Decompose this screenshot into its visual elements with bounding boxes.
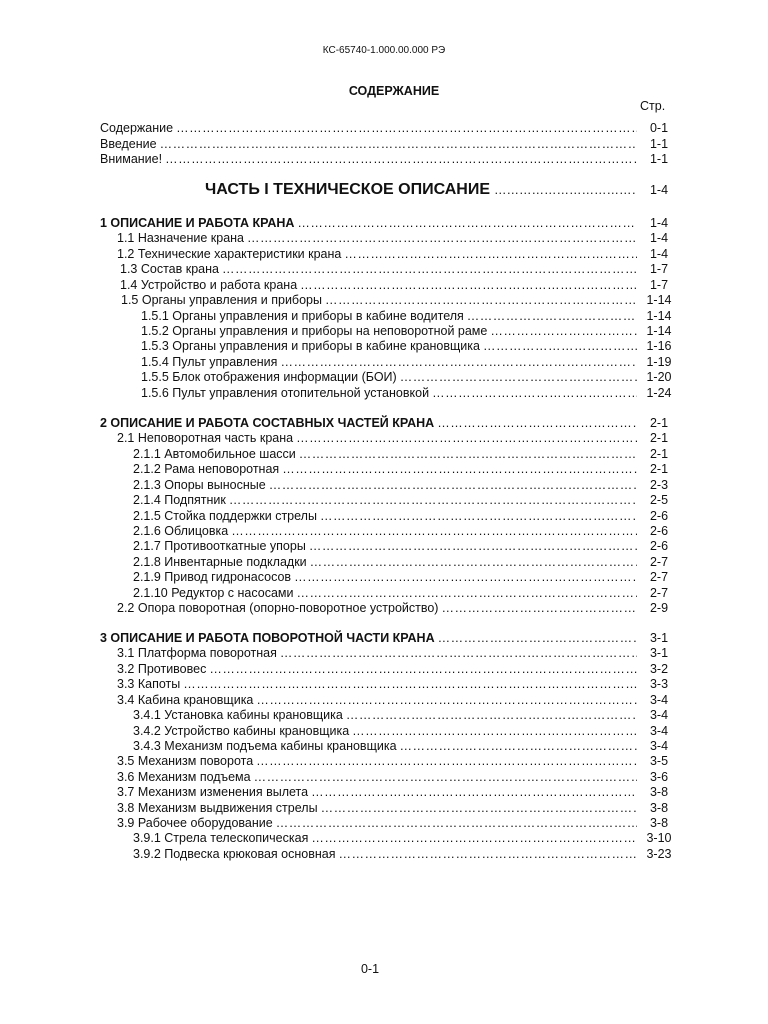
toc-entry-title: 3.4 Кабина крановщика xyxy=(117,692,254,707)
dot-leader xyxy=(321,801,637,816)
dot-leader xyxy=(311,785,637,800)
toc-entry xyxy=(141,309,637,324)
dot-leader xyxy=(209,662,637,677)
toc-section-heading-page: 1-4 xyxy=(649,216,669,230)
dot-leader xyxy=(325,293,637,308)
toc-entry-page: 3-2 xyxy=(649,661,669,676)
toc-intro-entry xyxy=(100,152,637,167)
dot-leader xyxy=(483,339,637,354)
page-title: СОДЕРЖАНИЕ xyxy=(348,84,440,98)
toc-entry-title: 1.5.4 Пульт управления xyxy=(141,354,278,369)
dot-leader xyxy=(344,247,637,262)
toc-entry-page: 3-8 xyxy=(649,816,669,831)
dot-leader xyxy=(276,816,637,831)
toc-entry-title: 2.1.6 Облицовка xyxy=(133,523,229,538)
toc-intro-entry-title: Введение xyxy=(100,136,157,151)
dot-leader xyxy=(247,231,637,246)
toc-entry xyxy=(117,816,637,831)
toc-entry-page: 1-16 xyxy=(646,339,672,354)
dot-leader xyxy=(294,570,637,585)
toc-entry xyxy=(133,739,637,754)
dot-leader xyxy=(338,847,637,862)
dot-leader xyxy=(160,137,637,152)
toc-entry-title: 1.5.3 Органы управления и приборы в кабине крановщика xyxy=(141,339,480,354)
toc-entry-title: 1.3 Состав крана xyxy=(120,262,219,277)
dot-leader xyxy=(297,586,637,601)
toc-entry xyxy=(141,324,637,339)
toc-section-heading-page: 3-1 xyxy=(649,631,669,645)
dot-leader xyxy=(490,324,637,339)
toc-entry-page: 3-23 xyxy=(646,846,672,861)
toc-entry-title: 2.1.1 Автомобильное шасси xyxy=(133,446,296,461)
toc-entry-title: 3.3 Капоты xyxy=(117,677,181,692)
toc-entry-title: 2.1 Неповоротная часть крана xyxy=(117,431,294,446)
toc-entry-title: 3.4.2 Устройство кабины крановщика xyxy=(133,723,350,738)
toc-entry-title: 2.1.9 Привод гидронасосов xyxy=(133,570,292,585)
toc-entry-page: 1-4 xyxy=(649,246,669,261)
toc-intro-entry-page: 1-1 xyxy=(649,136,669,151)
dot-leader xyxy=(299,447,637,462)
toc-section-heading-title: 1 ОПИСАНИЕ И РАБОТА КРАНА xyxy=(100,216,295,230)
toc-entry-title: 2.1.4 Подпятник xyxy=(133,493,226,508)
toc-entry-title: 1.5 Органы управления и приборы xyxy=(121,293,322,308)
toc-entry-page: 3-4 xyxy=(649,708,669,723)
toc-entry-page: 3-4 xyxy=(649,692,669,707)
toc-entry-page: 2-5 xyxy=(649,493,669,508)
toc-entry-title: 2.1.3 Опоры выносные xyxy=(133,477,266,492)
dot-leader xyxy=(296,431,637,446)
toc-entry xyxy=(117,662,637,677)
toc-entry xyxy=(133,539,637,554)
toc-entry xyxy=(133,509,637,524)
toc-entry xyxy=(117,693,637,708)
toc-entry-title: 3.6 Механизм подъема xyxy=(117,769,251,784)
toc-entry-page: 3-10 xyxy=(646,831,672,846)
toc-section-heading xyxy=(100,631,637,646)
toc-entry-title: 2.1.2 Рама неповоротная xyxy=(133,462,280,477)
toc-entry-page: 2-7 xyxy=(649,585,669,600)
dot-leader xyxy=(222,262,637,277)
toc-entry-title: 1.5.2 Органы управления и приборы на неповоротной раме xyxy=(141,323,488,338)
dot-leader xyxy=(256,754,637,769)
page-column-header: Стр. xyxy=(640,99,666,113)
dot-leader xyxy=(269,478,637,493)
toc-entry xyxy=(117,677,637,692)
part-heading-label: ЧАСТЬ I ТЕХНИЧЕСКОЕ ОПИСАНИЕ xyxy=(205,181,491,198)
toc-entry-title: 2.1.5 Стойка поддержки стрелы xyxy=(133,508,317,523)
toc-entry-title: 3.9.1 Стрела телескопическая xyxy=(133,831,309,846)
dot-leader xyxy=(494,183,637,197)
toc-entry xyxy=(133,570,637,585)
toc-entry-page: 2-6 xyxy=(649,523,669,538)
dot-leader xyxy=(441,601,637,616)
toc-entry xyxy=(133,586,637,601)
dot-leader xyxy=(165,152,637,167)
toc-entry xyxy=(117,801,637,816)
toc-entry-page: 3-6 xyxy=(649,769,669,784)
toc-entry-title: 1.2 Технические характеристики крана xyxy=(117,246,342,261)
toc-section-heading-title: 2 ОПИСАНИЕ И РАБОТА СОСТАВНЫХ ЧАСТЕЙ КРАНА xyxy=(100,416,435,430)
toc-entry-title: 3.9 Рабочее оборудование xyxy=(117,816,273,831)
toc-section-heading-page: 2-1 xyxy=(649,416,669,430)
toc-entry-title: 1.4 Устройство и работа крана xyxy=(120,277,298,292)
toc-entry-page: 3-8 xyxy=(649,785,669,800)
toc-entry-title: 2.1.7 Противооткатные упоры xyxy=(133,539,306,554)
toc-entry xyxy=(133,708,637,723)
toc-entry xyxy=(141,386,637,401)
toc-entry-page: 3-1 xyxy=(649,646,669,661)
part-heading xyxy=(205,181,637,199)
toc-entry-title: 3.7 Механизм изменения вылета xyxy=(117,785,309,800)
toc-entry-page: 1-14 xyxy=(646,323,672,338)
dot-leader xyxy=(176,121,637,136)
toc-entry xyxy=(133,847,637,862)
dot-leader xyxy=(309,539,637,554)
toc-entry-page: 2-6 xyxy=(649,539,669,554)
toc-entry xyxy=(141,355,637,370)
toc-entry xyxy=(117,770,637,785)
toc-entry xyxy=(133,493,637,508)
dot-leader xyxy=(311,831,637,846)
toc-entry xyxy=(121,293,637,308)
toc-entry xyxy=(133,831,637,846)
toc-entry xyxy=(133,447,637,462)
toc-section-heading xyxy=(100,216,637,231)
toc-entry xyxy=(117,231,637,246)
toc-entry xyxy=(120,278,637,293)
toc-section-heading xyxy=(100,416,637,431)
toc-entry-page: 3-5 xyxy=(649,754,669,769)
dot-leader xyxy=(400,739,637,754)
document-code: КС-65740-1.000.00.000 РЭ xyxy=(322,45,446,56)
toc-entry xyxy=(117,431,637,446)
toc-entry-title: 3.5 Механизм поворота xyxy=(117,754,254,769)
toc-entry xyxy=(141,339,637,354)
toc-intro-entry-page: 0-1 xyxy=(649,121,669,135)
dot-leader xyxy=(280,355,637,370)
dot-leader xyxy=(352,724,637,739)
dot-leader xyxy=(346,708,637,723)
toc-intro-entry xyxy=(100,137,637,152)
dot-leader xyxy=(437,416,637,431)
toc-entry-page: 2-1 xyxy=(649,431,669,446)
dot-leader xyxy=(229,493,637,508)
toc-entry-page: 2-3 xyxy=(649,477,669,492)
toc-entry-page: 1-7 xyxy=(649,262,669,277)
toc-entry-page: 2-7 xyxy=(649,570,669,585)
toc-entry-title: 1.1 Назначение крана xyxy=(117,231,245,246)
toc-entry-title: 3.1 Платформа поворотная xyxy=(117,646,277,661)
dot-leader xyxy=(280,646,637,661)
toc-entry-page: 1-20 xyxy=(646,370,672,385)
toc-entry-title: 3.4.3 Механизм подъема кабины крановщика xyxy=(133,738,397,753)
toc-entry-page: 2-6 xyxy=(649,508,669,523)
toc-entry xyxy=(120,262,637,277)
toc-entry-title: 1.5.6 Пульт управления отопительной установкой xyxy=(141,385,430,400)
toc-entry-title: 3.9.2 Подвеска крюковая основная xyxy=(133,846,336,861)
toc-entry xyxy=(133,478,637,493)
toc-entry-title: 2.2 Опора поворотная (опорно-поворотное устройство) xyxy=(117,601,439,616)
dot-leader xyxy=(256,693,637,708)
toc-entry-title: 2.1.8 Инвентарные подкладки xyxy=(133,554,307,569)
toc-entry-page: 3-8 xyxy=(649,800,669,815)
toc-entry xyxy=(117,646,637,661)
toc-intro-entry xyxy=(100,121,637,136)
toc-entry-page: 1-24 xyxy=(646,385,672,400)
toc-entry-page: 1-14 xyxy=(646,293,672,308)
dot-leader xyxy=(282,462,637,477)
toc-entry xyxy=(133,555,637,570)
toc-entry-title: 3.8 Механизм выдвижения стрелы xyxy=(117,800,318,815)
toc-entry-title: 3.4.1 Установка кабины крановщика xyxy=(133,708,343,723)
toc-entry xyxy=(133,462,637,477)
dot-leader xyxy=(297,216,637,231)
toc-entry-page: 3-4 xyxy=(649,723,669,738)
dot-leader xyxy=(400,370,637,385)
toc-entry xyxy=(117,754,637,769)
toc-entry-page: 2-9 xyxy=(649,601,669,616)
toc-entry-page: 3-3 xyxy=(649,677,669,692)
dot-leader xyxy=(310,555,637,570)
dot-leader xyxy=(300,278,637,293)
toc-entry-page: 2-1 xyxy=(649,462,669,477)
toc-entry xyxy=(117,785,637,800)
toc-intro-entry-page: 1-1 xyxy=(649,152,669,166)
toc-entry xyxy=(141,370,637,385)
toc-intro-entry-title: Внимание! xyxy=(100,152,163,166)
toc-section-heading-title: 3 ОПИСАНИЕ И РАБОТА ПОВОРОТНОЙ ЧАСТИ КРАНА xyxy=(100,631,435,645)
dot-leader xyxy=(254,770,637,785)
dot-leader xyxy=(320,509,637,524)
toc-entry xyxy=(133,724,637,739)
dot-leader xyxy=(231,524,637,539)
dot-leader xyxy=(467,309,637,324)
toc-entry-page: 2-7 xyxy=(649,554,669,569)
dot-leader xyxy=(183,677,637,692)
page-number: 0-1 xyxy=(360,962,380,976)
toc-entry-page: 3-4 xyxy=(649,738,669,753)
toc-entry-page: 1-14 xyxy=(646,308,672,323)
toc-intro-entry-title: Содержание xyxy=(100,121,174,135)
toc-entry-title: 3.2 Противовес xyxy=(117,661,207,676)
toc-entry-title: 2.1.10 Редуктор с насосами xyxy=(133,585,294,600)
dot-leader xyxy=(438,631,637,646)
toc-entry-page: 1-4 xyxy=(649,231,669,246)
toc-entry-page: 1-19 xyxy=(646,354,672,369)
toc-entry-page: 1-7 xyxy=(649,277,669,292)
toc-entry xyxy=(133,524,637,539)
toc-entry-page: 2-1 xyxy=(649,446,669,461)
toc-entry-title: 1.5.1 Органы управления и приборы в кабине водителя xyxy=(141,308,464,323)
part-heading-page: 1-4 xyxy=(649,183,669,197)
toc-entry xyxy=(117,601,637,616)
dot-leader xyxy=(432,386,637,401)
toc-entry-title: 1.5.5 Блок отображения информации (БОИ) xyxy=(141,370,397,385)
toc-entry xyxy=(117,247,637,262)
